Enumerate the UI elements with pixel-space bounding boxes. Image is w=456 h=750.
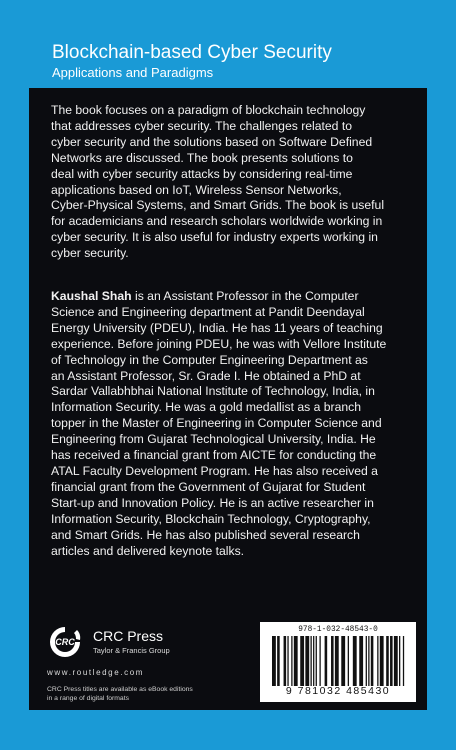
- author-name: Kaushal Shah: [51, 289, 132, 303]
- author-bio-line: ATAL Faculty Development Program. He has also received a: [51, 463, 378, 478]
- barcode-bar: [305, 636, 309, 686]
- publisher-name: CRC Press: [93, 628, 164, 644]
- barcode-bar: [316, 636, 317, 686]
- barcode-bar: [366, 636, 367, 686]
- description-line: applications based on IoT, Wireless Sensor Networks,: [51, 182, 342, 197]
- ebook-note-line: CRC Press titles are available as eBook editions: [47, 686, 193, 693]
- barcode-bars: [272, 636, 408, 686]
- barcode-bar: [277, 636, 280, 686]
- description-line: deal with cyber security attacks by considering real-time: [51, 166, 353, 181]
- description-line: for academicians and research scholars worldwide working in: [51, 214, 383, 229]
- barcode-bar: [294, 636, 298, 686]
- content-panel: [29, 88, 427, 710]
- author-bio: [51, 289, 413, 559]
- barcode-bar: [390, 636, 393, 686]
- author-bio-line: topper in the Master of Engineering in Computer Science and: [51, 416, 382, 431]
- barcode-bar: [284, 636, 287, 686]
- author-bio-line: Energy University (PDEU), India. He has 11 years of teaching: [51, 320, 383, 335]
- crc-press-logo-icon: [47, 624, 83, 660]
- description-line: cyber security.: [51, 246, 129, 261]
- author-bio-line: an Assistant Professor, Sr. Grade I. He obtained a PhD at: [51, 368, 361, 383]
- barcode-bar: [341, 636, 345, 686]
- barcode-bar: [325, 636, 328, 686]
- description-line: cyber security. It is also useful for industry experts working in: [51, 230, 378, 245]
- barcode-bar: [368, 636, 369, 686]
- author-bio-line: is an Assistant Professor in the Computer: [131, 289, 359, 303]
- author-bio-line: Information Security. He was a gold medallist as a branch: [51, 400, 362, 415]
- author-bio-line: articles and delivered keynote talks.: [51, 543, 245, 558]
- barcode-bar: [319, 636, 320, 686]
- barcode-bar: [359, 636, 363, 686]
- barcode-bar: [335, 636, 339, 686]
- barcode-bar: [331, 636, 334, 686]
- ebook-note: [47, 685, 237, 703]
- barcode-bar: [310, 636, 311, 686]
- author-bio-line: Engineering from Gujarat Technological University, India. He: [51, 432, 376, 447]
- header-band: [0, 0, 456, 88]
- barcode-bar: [272, 636, 276, 686]
- barcode-bar: [353, 636, 357, 686]
- description-line: Networks are discussed. The book presents solutions to: [51, 150, 353, 165]
- barcode-digits: 9 781032 485430: [285, 685, 391, 697]
- crc-logo-text: CRC: [55, 637, 75, 647]
- barcode-bar: [386, 636, 389, 686]
- book-description: [51, 103, 413, 262]
- isbn-number: 978-1-032-48543-0: [298, 626, 378, 634]
- author-bio-line: Science and Engineering department at Pandit Deendayal: [51, 304, 365, 319]
- barcode-bar: [313, 636, 314, 686]
- book-title: Blockchain-based Cyber Security: [52, 42, 332, 63]
- publisher-tagline: Taylor & Francis Group: [93, 646, 170, 655]
- description-line: The book focuses on a paradigm of blockchain technology: [51, 103, 366, 117]
- author-bio-line: financial grant from the Government of Gujarat for Student: [51, 479, 366, 494]
- author-bio-line: Sardar Vallabhbhai National Institute of Technology, India, in: [51, 384, 375, 399]
- barcode-bar: [348, 636, 349, 686]
- barcode-bar: [399, 636, 400, 686]
- author-bio-line: and Smart Grids. He has also published several research: [51, 527, 360, 542]
- barcode-bar: [380, 636, 384, 686]
- barcode-bar: [291, 636, 292, 686]
- author-bio-line: experience. Before joining PDEU, he was with Vellore Institute: [51, 336, 387, 351]
- author-bio-line: Information Security, Blockchain Technology, Cryptography,: [51, 511, 371, 526]
- book-subtitle: Applications and Paradigms: [52, 65, 214, 80]
- author-bio-line: of Technology in the Computer Engineering Department as: [51, 352, 368, 367]
- author-bio-line: Start-up and Innovation Policy. He is an active researcher in: [51, 495, 374, 510]
- barcode-bar: [371, 636, 374, 686]
- isbn-barcode: [260, 622, 416, 702]
- description-line: cyber security and the solutions based on Software Defined: [51, 134, 373, 149]
- author-bio-line: has received a financial grant from AICTE for conducting the: [51, 448, 377, 463]
- publisher-url: www.routledge.com: [47, 668, 145, 677]
- barcode-bar: [287, 636, 288, 686]
- description-line: Cyber-Physical Systems, and Smart Grids. The book is useful: [51, 198, 385, 213]
- barcode-bar: [394, 636, 398, 686]
- barcode-bar: [403, 636, 404, 686]
- publisher-block: [43, 618, 263, 708]
- ebook-note-line: in a range of digital formats: [47, 695, 129, 702]
- barcode-bar: [377, 636, 378, 686]
- description-line: that addresses cyber security. The challenges related to: [51, 118, 353, 133]
- barcode-bar: [300, 636, 304, 686]
